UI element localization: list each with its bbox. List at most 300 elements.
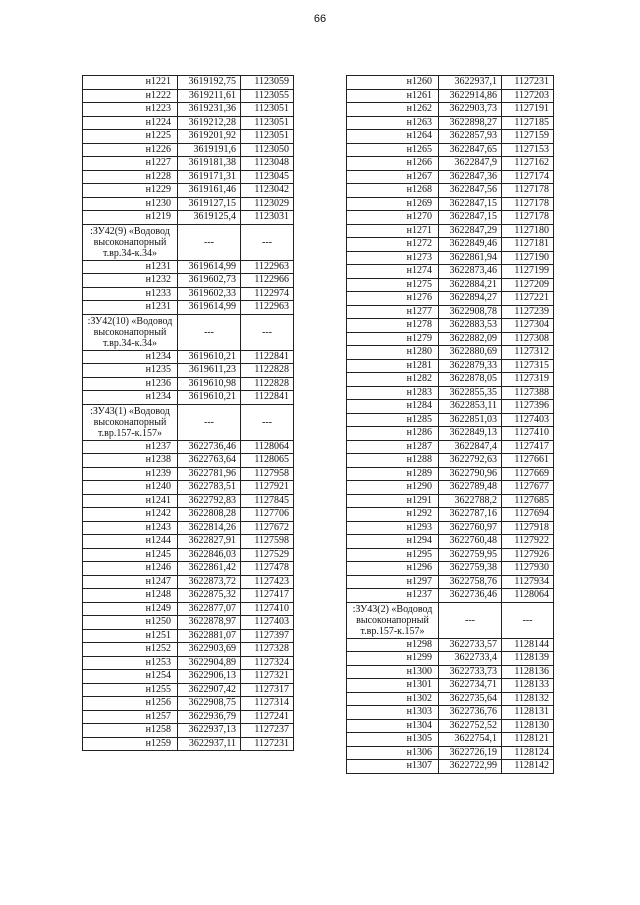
y-coordinate-cell: 1128121 bbox=[502, 733, 554, 747]
y-coordinate-cell: 1127185 bbox=[502, 116, 554, 130]
table-row bbox=[347, 652, 554, 666]
point-name-cell: н1235 bbox=[83, 364, 178, 378]
x-coordinate-cell: 3622880,69 bbox=[439, 346, 502, 360]
point-name-cell: н1238 bbox=[83, 454, 178, 468]
y-coordinate-cell: 1123029 bbox=[241, 197, 294, 211]
point-name-cell: н1301 bbox=[347, 679, 439, 693]
y-coordinate-cell: 1127403 bbox=[502, 413, 554, 427]
point-name-cell: н1258 bbox=[83, 724, 178, 738]
x-coordinate-cell: --- bbox=[439, 602, 502, 638]
x-coordinate-cell: 3622861,94 bbox=[439, 251, 502, 265]
x-coordinate-cell: 3619212,28 bbox=[178, 116, 241, 130]
table-row bbox=[83, 391, 294, 405]
y-coordinate-cell: 1127191 bbox=[502, 103, 554, 117]
point-name-cell: н1292 bbox=[347, 508, 439, 522]
x-coordinate-cell: 3622908,75 bbox=[178, 697, 241, 711]
y-coordinate-cell: --- bbox=[241, 224, 294, 260]
table-row bbox=[347, 278, 554, 292]
y-coordinate-cell: 1127677 bbox=[502, 481, 554, 495]
x-coordinate-cell: 3622736,76 bbox=[439, 706, 502, 720]
x-coordinate-cell: 3619161,46 bbox=[178, 184, 241, 198]
y-coordinate-cell: 1127672 bbox=[241, 521, 294, 535]
y-coordinate-cell: 1127403 bbox=[241, 616, 294, 630]
table-row bbox=[347, 251, 554, 265]
table-row bbox=[347, 197, 554, 211]
x-coordinate-cell: 3622907,42 bbox=[178, 683, 241, 697]
point-name-cell: н1294 bbox=[347, 535, 439, 549]
table-row bbox=[83, 364, 294, 378]
table-row bbox=[83, 521, 294, 535]
point-name-cell: н1303 bbox=[347, 706, 439, 720]
table-row bbox=[83, 350, 294, 364]
table-row bbox=[83, 377, 294, 391]
y-coordinate-cell: 1128064 bbox=[502, 589, 554, 603]
point-name-cell: н1285 bbox=[347, 413, 439, 427]
y-coordinate-cell: --- bbox=[241, 404, 294, 440]
point-name-cell: н1247 bbox=[83, 575, 178, 589]
x-coordinate-cell: 3622847,9 bbox=[439, 157, 502, 171]
point-name-cell: н1287 bbox=[347, 440, 439, 454]
y-coordinate-cell: 1128142 bbox=[502, 760, 554, 774]
point-name-cell: н1300 bbox=[347, 665, 439, 679]
point-name-cell: :ЗУ42(10) «Водовод высоконапорный т.вр.34-к.34» bbox=[83, 314, 178, 350]
x-coordinate-cell: 3622847,15 bbox=[439, 197, 502, 211]
x-coordinate-cell: 3622882,09 bbox=[439, 332, 502, 346]
point-name-cell: н1240 bbox=[83, 481, 178, 495]
x-coordinate-cell: 3622790,96 bbox=[439, 467, 502, 481]
table-row bbox=[347, 184, 554, 198]
point-name-cell: н1288 bbox=[347, 454, 439, 468]
point-name-cell: н1272 bbox=[347, 238, 439, 252]
table-row bbox=[83, 301, 294, 315]
table-row bbox=[347, 679, 554, 693]
x-coordinate-cell: 3622908,78 bbox=[439, 305, 502, 319]
coordinates-table-left bbox=[82, 75, 294, 751]
point-name-cell: н1289 bbox=[347, 467, 439, 481]
point-name-cell: н1260 bbox=[347, 76, 439, 90]
y-coordinate-cell: 1122841 bbox=[241, 350, 294, 364]
x-coordinate-cell: --- bbox=[178, 404, 241, 440]
x-coordinate-cell: 3622861,42 bbox=[178, 562, 241, 576]
x-coordinate-cell: 3622733,73 bbox=[439, 665, 502, 679]
table-row bbox=[347, 89, 554, 103]
x-coordinate-cell: 3619602,73 bbox=[178, 274, 241, 288]
table-row bbox=[347, 481, 554, 495]
y-coordinate-cell: 1127209 bbox=[502, 278, 554, 292]
y-coordinate-cell: 1127845 bbox=[241, 494, 294, 508]
point-name-cell: н1266 bbox=[347, 157, 439, 171]
point-name-cell: н1276 bbox=[347, 292, 439, 306]
y-coordinate-cell: 1127178 bbox=[502, 184, 554, 198]
x-coordinate-cell: 3619201,92 bbox=[178, 130, 241, 144]
point-name-cell: н1283 bbox=[347, 386, 439, 400]
y-coordinate-cell: 1127231 bbox=[502, 76, 554, 90]
table-row bbox=[347, 440, 554, 454]
y-coordinate-cell: 1122966 bbox=[241, 274, 294, 288]
y-coordinate-cell: 1127388 bbox=[502, 386, 554, 400]
point-name-cell: н1254 bbox=[83, 670, 178, 684]
x-coordinate-cell: --- bbox=[178, 224, 241, 260]
x-coordinate-cell: 3622734,71 bbox=[439, 679, 502, 693]
x-coordinate-cell: 3622733,4 bbox=[439, 652, 502, 666]
table-row bbox=[347, 508, 554, 522]
x-coordinate-cell: 3622789,48 bbox=[439, 481, 502, 495]
table-row bbox=[347, 130, 554, 144]
table-row bbox=[347, 143, 554, 157]
point-name-cell: н1234 bbox=[83, 350, 178, 364]
x-coordinate-cell: 3622883,53 bbox=[439, 319, 502, 333]
y-coordinate-cell: 1122828 bbox=[241, 377, 294, 391]
x-coordinate-cell: 3622873,46 bbox=[439, 265, 502, 279]
table-row bbox=[347, 427, 554, 441]
point-name-cell: н1268 bbox=[347, 184, 439, 198]
point-name-cell: н1237 bbox=[347, 589, 439, 603]
table-row bbox=[347, 265, 554, 279]
x-coordinate-cell: 3622936,79 bbox=[178, 710, 241, 724]
y-coordinate-cell: 1123045 bbox=[241, 170, 294, 184]
table-row bbox=[347, 157, 554, 171]
table-row bbox=[83, 548, 294, 562]
table-row bbox=[347, 373, 554, 387]
point-name-cell: н1299 bbox=[347, 652, 439, 666]
table-row bbox=[347, 638, 554, 652]
x-coordinate-cell: 3622849,46 bbox=[439, 238, 502, 252]
point-name-cell: н1261 bbox=[347, 89, 439, 103]
y-coordinate-cell: 1127308 bbox=[502, 332, 554, 346]
point-name-cell: н1282 bbox=[347, 373, 439, 387]
y-coordinate-cell: 1127328 bbox=[241, 643, 294, 657]
table-row bbox=[347, 665, 554, 679]
table-row bbox=[347, 454, 554, 468]
point-name-cell: н1227 bbox=[83, 157, 178, 171]
x-coordinate-cell: 3619191,6 bbox=[178, 143, 241, 157]
table-row bbox=[83, 737, 294, 751]
point-name-cell: н1251 bbox=[83, 629, 178, 643]
section-header-row bbox=[347, 602, 554, 638]
x-coordinate-cell: 3619211,61 bbox=[178, 89, 241, 103]
point-name-cell: н1226 bbox=[83, 143, 178, 157]
table-row bbox=[83, 157, 294, 171]
table-row bbox=[83, 697, 294, 711]
y-coordinate-cell: 1128131 bbox=[502, 706, 554, 720]
x-coordinate-cell: 3622752,52 bbox=[439, 719, 502, 733]
y-coordinate-cell: 1127417 bbox=[502, 440, 554, 454]
x-coordinate-cell: 3619610,21 bbox=[178, 350, 241, 364]
y-coordinate-cell: 1128065 bbox=[241, 454, 294, 468]
x-coordinate-cell: 3619610,98 bbox=[178, 377, 241, 391]
x-coordinate-cell: 3622735,64 bbox=[439, 692, 502, 706]
point-name-cell: н1228 bbox=[83, 170, 178, 184]
x-coordinate-cell: 3622847,29 bbox=[439, 224, 502, 238]
x-coordinate-cell: 3622849,13 bbox=[439, 427, 502, 441]
point-name-cell: н1243 bbox=[83, 521, 178, 535]
table-row bbox=[83, 467, 294, 481]
table-row bbox=[83, 89, 294, 103]
x-coordinate-cell: 3622733,57 bbox=[439, 638, 502, 652]
x-coordinate-cell: 3622792,63 bbox=[439, 454, 502, 468]
y-coordinate-cell: 1128144 bbox=[502, 638, 554, 652]
point-name-cell: н1286 bbox=[347, 427, 439, 441]
y-coordinate-cell: --- bbox=[502, 602, 554, 638]
y-coordinate-cell: 1122974 bbox=[241, 287, 294, 301]
x-coordinate-cell: 3622736,46 bbox=[178, 440, 241, 454]
table-row bbox=[347, 346, 554, 360]
point-name-cell: н1255 bbox=[83, 683, 178, 697]
table-row bbox=[347, 292, 554, 306]
table-row bbox=[83, 602, 294, 616]
table-row bbox=[83, 494, 294, 508]
x-coordinate-cell: 3622847,36 bbox=[439, 170, 502, 184]
y-coordinate-cell: 1127199 bbox=[502, 265, 554, 279]
point-name-cell: н1270 bbox=[347, 211, 439, 225]
y-coordinate-cell: 1127669 bbox=[502, 467, 554, 481]
y-coordinate-cell: 1127410 bbox=[502, 427, 554, 441]
y-coordinate-cell: 1128139 bbox=[502, 652, 554, 666]
point-name-cell: н1234 bbox=[83, 391, 178, 405]
point-name-cell: н1296 bbox=[347, 562, 439, 576]
y-coordinate-cell: 1127930 bbox=[502, 562, 554, 576]
table-row bbox=[83, 287, 294, 301]
y-coordinate-cell: 1127685 bbox=[502, 494, 554, 508]
right-table-body bbox=[347, 76, 554, 774]
point-name-cell: :ЗУ43(1) «Водовод высоконапорный т.вр.157-к.157» bbox=[83, 404, 178, 440]
table-row bbox=[83, 575, 294, 589]
y-coordinate-cell: 1127314 bbox=[241, 697, 294, 711]
x-coordinate-cell: 3622759,38 bbox=[439, 562, 502, 576]
table-row bbox=[83, 724, 294, 738]
x-coordinate-cell: 3619602,33 bbox=[178, 287, 241, 301]
point-name-cell: н1307 bbox=[347, 760, 439, 774]
x-coordinate-cell: 3619127,15 bbox=[178, 197, 241, 211]
coordinates-table-right bbox=[346, 75, 554, 774]
point-name-cell: н1233 bbox=[83, 287, 178, 301]
y-coordinate-cell: 1122963 bbox=[241, 301, 294, 315]
x-coordinate-cell: 3622787,16 bbox=[439, 508, 502, 522]
y-coordinate-cell: 1127410 bbox=[241, 602, 294, 616]
y-coordinate-cell: 1122841 bbox=[241, 391, 294, 405]
table-row bbox=[347, 332, 554, 346]
point-name-cell: н1284 bbox=[347, 400, 439, 414]
table-row bbox=[347, 760, 554, 774]
point-name-cell: н1244 bbox=[83, 535, 178, 549]
point-name-cell: н1248 bbox=[83, 589, 178, 603]
left-table-body bbox=[83, 76, 294, 751]
table-row bbox=[347, 170, 554, 184]
point-name-cell: н1264 bbox=[347, 130, 439, 144]
x-coordinate-cell: 3619192,75 bbox=[178, 76, 241, 90]
x-coordinate-cell: 3619125,4 bbox=[178, 211, 241, 225]
x-coordinate-cell: 3622877,07 bbox=[178, 602, 241, 616]
table-row bbox=[347, 413, 554, 427]
point-name-cell: н1231 bbox=[83, 260, 178, 274]
point-name-cell: н1239 bbox=[83, 467, 178, 481]
y-coordinate-cell: 1122828 bbox=[241, 364, 294, 378]
point-name-cell: н1246 bbox=[83, 562, 178, 576]
point-name-cell: н1236 bbox=[83, 377, 178, 391]
point-name-cell: н1250 bbox=[83, 616, 178, 630]
point-name-cell: н1290 bbox=[347, 481, 439, 495]
x-coordinate-cell: 3622758,76 bbox=[439, 575, 502, 589]
point-name-cell: н1265 bbox=[347, 143, 439, 157]
table-row bbox=[347, 359, 554, 373]
point-name-cell: н1224 bbox=[83, 116, 178, 130]
point-name-cell: н1305 bbox=[347, 733, 439, 747]
point-name-cell: н1293 bbox=[347, 521, 439, 535]
x-coordinate-cell: 3622906,13 bbox=[178, 670, 241, 684]
table-row bbox=[83, 508, 294, 522]
y-coordinate-cell: 1127934 bbox=[502, 575, 554, 589]
table-row bbox=[347, 733, 554, 747]
x-coordinate-cell: 3619181,38 bbox=[178, 157, 241, 171]
x-coordinate-cell: 3622726,19 bbox=[439, 746, 502, 760]
table-row bbox=[83, 440, 294, 454]
point-name-cell: н1222 bbox=[83, 89, 178, 103]
y-coordinate-cell: 1128124 bbox=[502, 746, 554, 760]
y-coordinate-cell: 1127529 bbox=[241, 548, 294, 562]
point-name-cell: н1231 bbox=[83, 301, 178, 315]
point-name-cell: н1245 bbox=[83, 548, 178, 562]
table-row bbox=[83, 481, 294, 495]
table-row bbox=[83, 616, 294, 630]
table-row bbox=[83, 535, 294, 549]
y-coordinate-cell: 1127694 bbox=[502, 508, 554, 522]
table-row bbox=[347, 719, 554, 733]
y-coordinate-cell: 1127423 bbox=[241, 575, 294, 589]
x-coordinate-cell: 3622788,2 bbox=[439, 494, 502, 508]
table-row bbox=[83, 643, 294, 657]
point-name-cell: н1232 bbox=[83, 274, 178, 288]
x-coordinate-cell: 3622827,91 bbox=[178, 535, 241, 549]
point-name-cell: н1249 bbox=[83, 602, 178, 616]
y-coordinate-cell: 1127922 bbox=[502, 535, 554, 549]
point-name-cell: н1278 bbox=[347, 319, 439, 333]
point-name-cell: н1298 bbox=[347, 638, 439, 652]
table-row bbox=[347, 211, 554, 225]
y-coordinate-cell: 1123055 bbox=[241, 89, 294, 103]
y-coordinate-cell: 1127324 bbox=[241, 656, 294, 670]
x-coordinate-cell: 3622763,64 bbox=[178, 454, 241, 468]
y-coordinate-cell: 1127706 bbox=[241, 508, 294, 522]
y-coordinate-cell: 1127312 bbox=[502, 346, 554, 360]
section-header-row bbox=[83, 224, 294, 260]
point-name-cell: н1279 bbox=[347, 332, 439, 346]
y-coordinate-cell: 1128064 bbox=[241, 440, 294, 454]
point-name-cell: н1275 bbox=[347, 278, 439, 292]
y-coordinate-cell: 1127190 bbox=[502, 251, 554, 265]
x-coordinate-cell: 3622898,27 bbox=[439, 116, 502, 130]
point-name-cell: н1306 bbox=[347, 746, 439, 760]
y-coordinate-cell: 1127319 bbox=[502, 373, 554, 387]
table-row bbox=[83, 143, 294, 157]
y-coordinate-cell: 1127221 bbox=[502, 292, 554, 306]
x-coordinate-cell: 3619231,36 bbox=[178, 103, 241, 117]
x-coordinate-cell: 3622847,56 bbox=[439, 184, 502, 198]
y-coordinate-cell: 1127174 bbox=[502, 170, 554, 184]
point-name-cell: н1221 bbox=[83, 76, 178, 90]
y-coordinate-cell: 1127304 bbox=[502, 319, 554, 333]
point-name-cell: н1259 bbox=[83, 737, 178, 751]
x-coordinate-cell: 3619171,31 bbox=[178, 170, 241, 184]
point-name-cell: н1241 bbox=[83, 494, 178, 508]
x-coordinate-cell: 3622914,86 bbox=[439, 89, 502, 103]
point-name-cell: н1256 bbox=[83, 697, 178, 711]
x-coordinate-cell: 3622879,33 bbox=[439, 359, 502, 373]
y-coordinate-cell: 1128130 bbox=[502, 719, 554, 733]
y-coordinate-cell: 1127241 bbox=[241, 710, 294, 724]
y-coordinate-cell: 1123031 bbox=[241, 211, 294, 225]
table-row bbox=[347, 746, 554, 760]
x-coordinate-cell: 3622873,72 bbox=[178, 575, 241, 589]
x-coordinate-cell: 3622808,28 bbox=[178, 508, 241, 522]
y-coordinate-cell: 1127237 bbox=[241, 724, 294, 738]
point-name-cell: н1277 bbox=[347, 305, 439, 319]
x-coordinate-cell: 3622760,97 bbox=[439, 521, 502, 535]
y-coordinate-cell: 1127926 bbox=[502, 548, 554, 562]
y-coordinate-cell: 1127231 bbox=[241, 737, 294, 751]
x-coordinate-cell: 3622781,96 bbox=[178, 467, 241, 481]
x-coordinate-cell: 3622792,83 bbox=[178, 494, 241, 508]
table-row bbox=[347, 238, 554, 252]
y-coordinate-cell: 1127958 bbox=[241, 467, 294, 481]
x-coordinate-cell: --- bbox=[178, 314, 241, 350]
y-coordinate-cell: 1123059 bbox=[241, 76, 294, 90]
y-coordinate-cell: 1123048 bbox=[241, 157, 294, 171]
x-coordinate-cell: 3622875,32 bbox=[178, 589, 241, 603]
x-coordinate-cell: 3622937,11 bbox=[178, 737, 241, 751]
table-row bbox=[347, 548, 554, 562]
y-coordinate-cell: 1127397 bbox=[241, 629, 294, 643]
y-coordinate-cell: 1127178 bbox=[502, 197, 554, 211]
y-coordinate-cell: 1123042 bbox=[241, 184, 294, 198]
y-coordinate-cell: 1127315 bbox=[502, 359, 554, 373]
y-coordinate-cell: 1127317 bbox=[241, 683, 294, 697]
point-name-cell: н1304 bbox=[347, 719, 439, 733]
table-row bbox=[83, 103, 294, 117]
table-row bbox=[347, 319, 554, 333]
point-name-cell: н1273 bbox=[347, 251, 439, 265]
table-row bbox=[347, 400, 554, 414]
point-name-cell: н1291 bbox=[347, 494, 439, 508]
x-coordinate-cell: 3622846,03 bbox=[178, 548, 241, 562]
y-coordinate-cell: 1128132 bbox=[502, 692, 554, 706]
y-coordinate-cell: 1127181 bbox=[502, 238, 554, 252]
point-name-cell: н1262 bbox=[347, 103, 439, 117]
point-name-cell: н1242 bbox=[83, 508, 178, 522]
y-coordinate-cell: 1127598 bbox=[241, 535, 294, 549]
y-coordinate-cell: 1123050 bbox=[241, 143, 294, 157]
y-coordinate-cell: 1127162 bbox=[502, 157, 554, 171]
table-row bbox=[83, 274, 294, 288]
x-coordinate-cell: 3622881,07 bbox=[178, 629, 241, 643]
point-name-cell: н1280 bbox=[347, 346, 439, 360]
table-row bbox=[83, 629, 294, 643]
table-row bbox=[83, 76, 294, 90]
x-coordinate-cell: 3622937,1 bbox=[439, 76, 502, 90]
table-row bbox=[347, 562, 554, 576]
point-name-cell: н1263 bbox=[347, 116, 439, 130]
x-coordinate-cell: 3622857,93 bbox=[439, 130, 502, 144]
x-coordinate-cell: 3622855,35 bbox=[439, 386, 502, 400]
point-name-cell: н1271 bbox=[347, 224, 439, 238]
x-coordinate-cell: 3619611,23 bbox=[178, 364, 241, 378]
point-name-cell: н1297 bbox=[347, 575, 439, 589]
y-coordinate-cell: 1127153 bbox=[502, 143, 554, 157]
x-coordinate-cell: 3622847,15 bbox=[439, 211, 502, 225]
table-row bbox=[347, 116, 554, 130]
table-row bbox=[83, 184, 294, 198]
y-coordinate-cell: 1123051 bbox=[241, 116, 294, 130]
x-coordinate-cell: 3622853,11 bbox=[439, 400, 502, 414]
